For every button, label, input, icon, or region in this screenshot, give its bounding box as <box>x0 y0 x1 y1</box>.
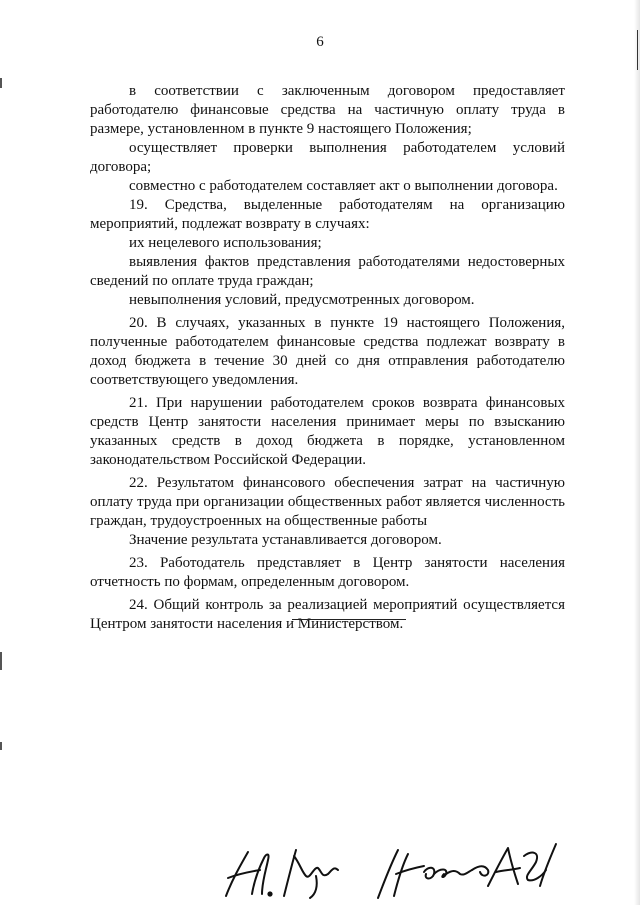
scan-margin-mark <box>0 78 2 88</box>
page-number: 6 <box>316 34 324 50</box>
signature-first <box>226 850 338 898</box>
end-separator-line <box>292 619 406 620</box>
paragraph-checks-compliance: осуществляет проверки выполнения работодателем условий договора; <box>90 140 565 175</box>
paragraph-result-value: Значение результата устанавливается договором. <box>129 532 442 548</box>
scan-margin-mark <box>0 652 2 670</box>
scan-margin-mark <box>0 742 2 750</box>
paragraph-misuse: их нецелевого использования; <box>129 235 322 251</box>
paragraph-breach-terms: невыполнения условий, предусмотренных договором. <box>129 292 475 308</box>
paragraph-item-21: 21. При нарушении работодателем сроков возврата финансовых средств Центр занятости населения принимает меры по взысканию указанных средств в доход бюджета в порядке, установленном законодательством Российской Федерации. <box>90 395 565 468</box>
handwritten-signatures <box>218 836 558 902</box>
paragraph-item-23: 23. Работодатель представляет в Центр занятости населения отчетность по формам, определенным договором. <box>90 555 565 590</box>
signature-second <box>378 844 556 898</box>
scan-edge-shadow <box>634 0 640 905</box>
paragraph-completion-act: совместно с работодателем составляет акт о выполнении договора. <box>129 178 558 194</box>
document-body <box>90 82 565 634</box>
paragraph-item-19: 19. Средства, выделенные работодателям на организацию мероприятий, подлежат возврату в случаях: <box>90 197 565 232</box>
paragraph-provides-funds: в соответствии с заключенным договором предоставляет работодателю финансовые средства на частичную оплату труда в размере, установленном в пункте 9 настоящего Положения; <box>90 83 565 137</box>
paragraph-item-22: 22. Результатом финансового обеспечения затрат на частичную оплату труда при организации общественных работ является численность граждан, трудоустроенных на общественные работы <box>90 475 565 529</box>
paragraph-false-data: выявления фактов представления работодателями недостоверных сведений по оплате труда граждан; <box>90 254 565 289</box>
paragraph-item-24: 24. Общий контроль за реализацией мероприятий осуществляется Центром занятости населения и Министерством. <box>90 597 565 632</box>
paragraph-item-20: 20. В случаях, указанных в пункте 19 настоящего Положения, полученные работодателем финансовые средства подлежат возврату в доход бюджета в течение 30 дней со дня отправления работодателю соответствующего уведомления. <box>90 315 565 388</box>
